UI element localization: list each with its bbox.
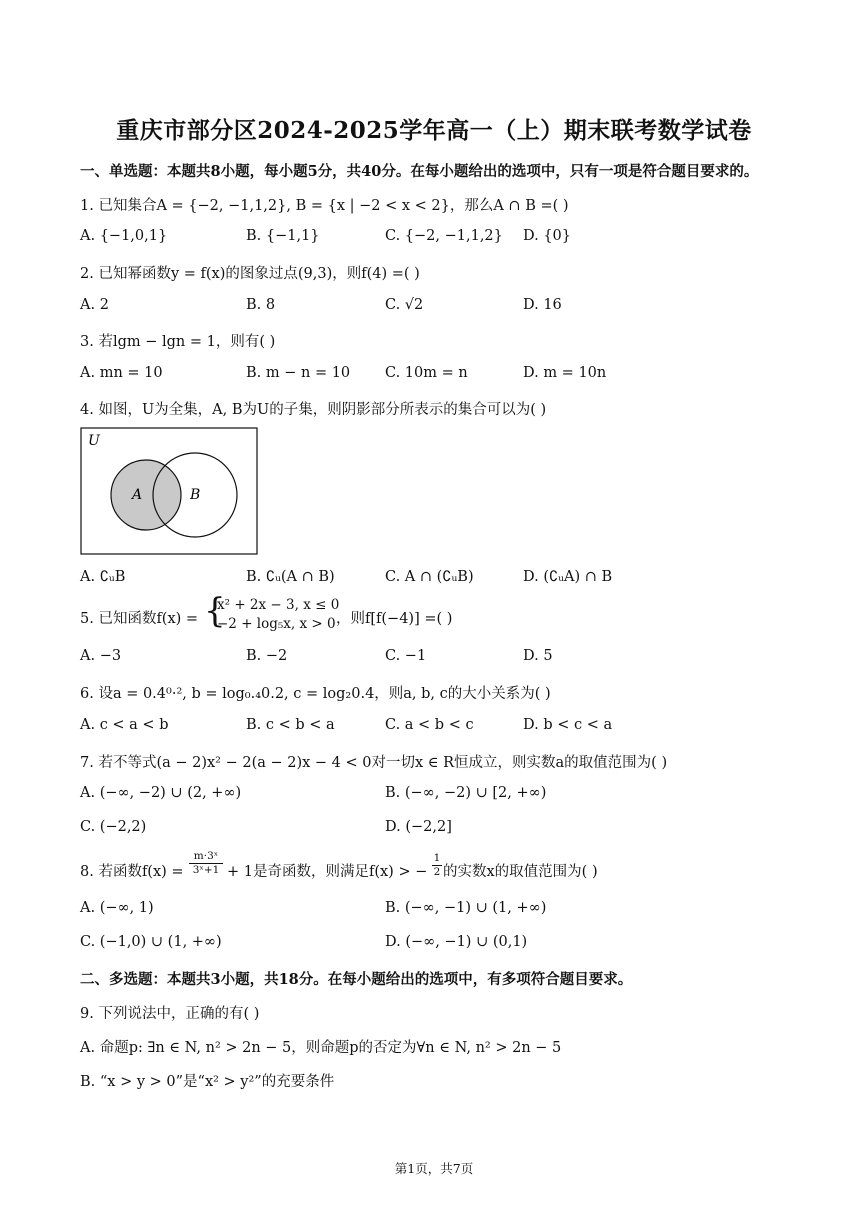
q4-option-b: B. ∁ᵤ(A ∩ B) xyxy=(246,569,335,585)
q2-option-a: A. 2 xyxy=(80,297,109,313)
question-8-stem-middle: + 1是奇函数，则满足f(x) > − xyxy=(227,864,428,880)
q5-case-1: x² + 2x − 3, x ≤ 0 xyxy=(217,597,340,613)
question-8-stem-prefix: 8. 若函数f(x) = xyxy=(80,864,184,880)
q1-option-d: D. {0} xyxy=(523,228,572,244)
page-footer: 第1页，共7页 xyxy=(394,1161,474,1176)
q8-fraction-denominator: 3ˣ+1 xyxy=(192,864,220,876)
q7-option-b: B. (−∞, −2) ∪ [2, +∞) xyxy=(385,785,547,801)
q9-option-a: A. 命题p: ∃n ∈ N, n² > 2n − 5，则命题p的否定为∀n ∈ N, n² > 2n − 5 xyxy=(80,1040,562,1056)
q8-half-fraction xyxy=(432,852,442,879)
q8-option-a: A. (−∞, 1) xyxy=(80,900,154,916)
q6-option-b: B. c < b < a xyxy=(246,717,335,733)
question-7-stem: 7. 若不等式(a − 2)x² − 2(a − 2)x − 4 < 0对一切x ∈ R恒成立，则实数a的取值范围为( ) xyxy=(80,755,668,771)
q7-option-d: D. (−2,2] xyxy=(385,819,452,835)
q1-option-a: A. {−1,0,1} xyxy=(80,228,168,244)
venn-diagram xyxy=(80,427,258,555)
q3-option-a: A. mn = 10 xyxy=(80,365,163,381)
question-9-stem: 9. 下列说法中，正确的有( ) xyxy=(80,1006,260,1022)
q2-option-b: B. 8 xyxy=(246,297,276,313)
q3-option-b: B. m − n = 10 xyxy=(246,365,351,381)
q8-fraction xyxy=(189,850,223,877)
section-heading-single-choice: 一、单选题：本题共8小题，每小题5分，共40分。在每小题给出的选项中，只有一项是符合题目要求的。 xyxy=(80,163,759,180)
question-1-stem: 1. 已知集合A = {−2, −1,1,2}, B = {x | −2 < x < 2}，那么A ∩ B =( ) xyxy=(80,198,569,214)
q8-option-d: D. (−∞, −1) ∪ (0,1) xyxy=(385,934,528,950)
q3-option-d: D. m = 10n xyxy=(523,365,607,381)
q8-fraction-numerator: m·3ˣ xyxy=(189,850,223,864)
page-title: 重庆市部分区2024-2025学年高一（上）期末联考数学试卷 xyxy=(116,117,752,144)
label-a: A xyxy=(132,487,143,503)
q8-half-numerator: 1 xyxy=(433,852,441,864)
brace-symbol: { xyxy=(204,591,226,631)
question-5-stem-prefix: 5. 已知函数f(x) = xyxy=(80,611,199,627)
question-4-stem: 4. 如图，U为全集，A, B为U的子集，则阴影部分所表示的集合可以为( ) xyxy=(80,402,547,418)
label-u: U xyxy=(88,433,100,449)
question-8-stem-suffix: 的实数x的取值范围为( ) xyxy=(443,864,598,880)
section-heading-multiple-choice: 二、多选题：本题共3小题，共18分。在每小题给出的选项中，有多项符合题目要求。 xyxy=(80,971,633,988)
question-2-stem: 2. 已知幂函数y = f(x)的图象过点(9,3)，则f(4) =( ) xyxy=(80,266,420,282)
q5-option-c: C. −1 xyxy=(385,648,427,664)
q4-option-a: A. ∁ᵤB xyxy=(80,569,126,585)
q9-option-b: B. “x > y > 0”是“x² > y²”的充要条件 xyxy=(80,1074,335,1090)
question-6-stem: 6. 设a = 0.4⁰·², b = log₀.₄0.2, c = log₂0.4，则a, b, c的大小关系为( ) xyxy=(80,686,551,702)
q1-option-b: B. {−1,1} xyxy=(246,228,320,244)
q5-option-d: D. 5 xyxy=(523,648,553,664)
q7-option-c: C. (−2,2) xyxy=(80,819,147,835)
q7-option-a: A. (−∞, −2) ∪ (2, +∞) xyxy=(80,785,242,801)
q6-option-d: D. b < c < a xyxy=(523,717,613,733)
q4-option-c: C. A ∩ (∁ᵤB) xyxy=(385,569,474,585)
q4-option-d: D. (∁ᵤA) ∩ B xyxy=(523,569,613,585)
q8-option-b: B. (−∞, −1) ∪ (1, +∞) xyxy=(385,900,547,916)
q2-option-d: D. 16 xyxy=(523,297,562,313)
q5-case-2: −2 + log₅x, x > 0 xyxy=(217,616,336,632)
question-5-stem-suffix: ，则f[f(−4)] =( ) xyxy=(336,611,453,627)
q5-option-b: B. −2 xyxy=(246,648,288,664)
label-b: B xyxy=(190,487,201,503)
q8-option-c: C. (−1,0) ∪ (1, +∞) xyxy=(80,934,222,950)
q6-option-a: A. c < a < b xyxy=(80,717,169,733)
question-3-stem: 3. 若lgm − lgn = 1，则有( ) xyxy=(80,334,276,350)
q5-option-a: A. −3 xyxy=(80,648,122,664)
q2-option-c: C. √2 xyxy=(385,297,424,313)
q1-option-c: C. {−2, −1,1,2} xyxy=(385,228,503,244)
q8-half-denominator: 2 xyxy=(433,866,441,878)
q6-option-c: C. a < b < c xyxy=(385,717,474,733)
q3-option-c: C. 10m = n xyxy=(385,365,468,381)
